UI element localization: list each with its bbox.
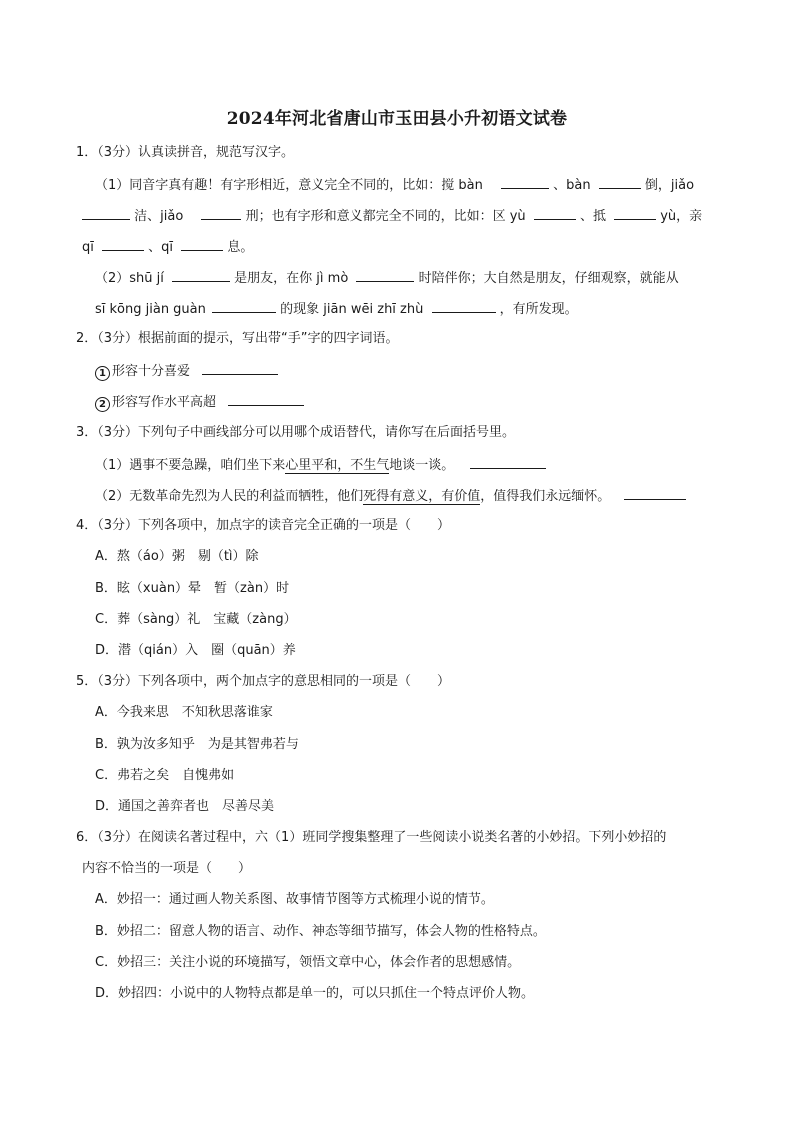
question-5-option-d[interactable]: D．通国之善弈者也 尽善尽美 [95,799,275,814]
question-4-option-b[interactable]: B．眩（xuàn）晕 暂（zàn）时 [95,581,290,596]
question-2-stem: 2．（3分）根据前面的提示，写出带“手”字的四字词语。 [76,331,399,346]
question-5-stem: 5．（3分）下列各项中，两个加点字的意思相同的一项是（ ） [76,674,451,689]
answer-blank[interactable] [228,392,304,406]
question-1-line-1 [95,175,694,195]
q1-text: 的现象 jiān wēi zhī zhù [280,302,424,317]
answer-blank[interactable] [599,175,641,189]
underlined-phrase: 死得有意义，有价值 [363,489,481,504]
answer-blank[interactable] [212,299,276,313]
q1-text: 洁、jiǎo [134,209,184,224]
question-3-sentence-1 [95,455,546,475]
question-6-stem-continued: 内容不恰当的一项是（ ） [82,861,252,876]
q3-text: （2）无数革命先烈为人民的利益而牺牲，他们 [95,489,364,504]
circled-number: 1 [95,366,110,381]
answer-blank[interactable] [82,206,130,220]
q3-text: （1）遇事不要急躁，咱们坐下来 [95,458,286,473]
question-5-option-b[interactable]: B．孰为汝多知乎 为是其智弗若与 [95,737,299,752]
question-6-option-d[interactable]: D．妙招四：小说中的人物特点都是单一的，可以只抓住一个特点评价人物。 [95,986,535,1001]
question-1-line-2 [82,206,702,226]
q3-text: 地谈一谈。 [389,458,455,473]
answer-blank[interactable] [534,206,576,220]
q2-prompt: 形容写作水平高超 [112,395,217,410]
question-3-stem: 3．（3分）下列句子中画线部分可以用哪个成语替代，请你写在后面括号里。 [76,425,516,440]
q1-text: ，有所发现。 [499,302,578,317]
answer-blank[interactable] [181,237,223,251]
answer-blank[interactable] [624,486,686,500]
question-1-line-4 [95,268,679,288]
question-6-stem: 6．（3分）在阅读名著过程中，六（1）班同学搜集整理了一些阅读小说类名著的小妙招。下列小妙招的 [76,830,667,845]
q1-text: （2）shū jí [95,271,164,286]
q1-text: sī kōng jiàn guàn [95,302,206,317]
q1-text: 时陪伴你；大自然是朋友，仔细观察，就能从 [418,271,679,286]
question-6-option-b[interactable]: B．妙招二：留意人物的语言、动作、神态等细节描写，体会人物的性格特点。 [95,924,546,939]
question-1-line-3 [82,237,253,257]
question-1-stem: 1．（3分）认真读拼音，规范写汉字。 [76,145,295,160]
q1-text: 倒，jiǎo [644,178,695,193]
answer-blank[interactable] [356,268,414,282]
q1-text: 刑；也有字形和意义都完全不同的，比如：区 yù [245,209,526,224]
answer-blank[interactable] [102,237,144,251]
answer-blank[interactable] [470,455,546,469]
q1-text: yù，亲 [660,209,703,224]
q1-text: 息。 [227,240,254,255]
question-5-option-c[interactable]: C．弗若之矣 自愧弗如 [95,768,235,783]
question-4-option-a[interactable]: A．熬（áo）粥 剔（tì）除 [95,549,259,564]
q1-text: 、抵 [579,209,606,224]
answer-blank[interactable] [172,268,230,282]
q1-text: qī [82,240,94,255]
exam-title: 2024年河北省唐山市玉田县小升初语文试卷 [226,109,568,129]
underlined-phrase: 心里平和，不生气 [285,458,390,473]
question-6-option-a[interactable]: A．妙招一：通过画人物关系图、故事情节图等方式梳理小说的情节。 [95,892,494,907]
answer-blank[interactable] [614,206,656,220]
q1-text: 是朋友，在你 jì mò [234,271,349,286]
answer-blank[interactable] [202,361,278,375]
q1-text: 、bàn [553,178,591,193]
q3-text: ，值得我们永远缅怀。 [480,489,611,504]
q2-prompt: 形容十分喜爱 [112,364,191,379]
question-1-line-5 [95,299,578,319]
question-3-sentence-2 [95,486,686,506]
question-4-stem: 4．（3分）下列各项中，加点字的读音完全正确的一项是（ ） [76,518,451,533]
answer-blank[interactable] [201,206,241,220]
question-2-item-1 [95,361,278,381]
q1-text: （1）同音字真有趣！有字形相近，意义完全不同的，比如：搅 bàn [95,178,483,193]
answer-blank[interactable] [432,299,496,313]
question-4-option-d[interactable]: D．潜（qián）入 圈（quān）养 [95,643,296,658]
question-4-option-c[interactable]: C．葬（sàng）礼 宝藏（zàng） [95,612,297,627]
circled-number: 2 [95,397,110,412]
question-5-option-a[interactable]: A．今我来思 不知秋思落谁家 [95,705,273,720]
q1-text: 、qī [148,240,174,255]
question-2-item-2 [95,392,304,412]
answer-blank[interactable] [501,175,549,189]
question-6-option-c[interactable]: C．妙招三：关注小说的环境描写，领悟文章中心，体会作者的思想感情。 [95,955,521,970]
